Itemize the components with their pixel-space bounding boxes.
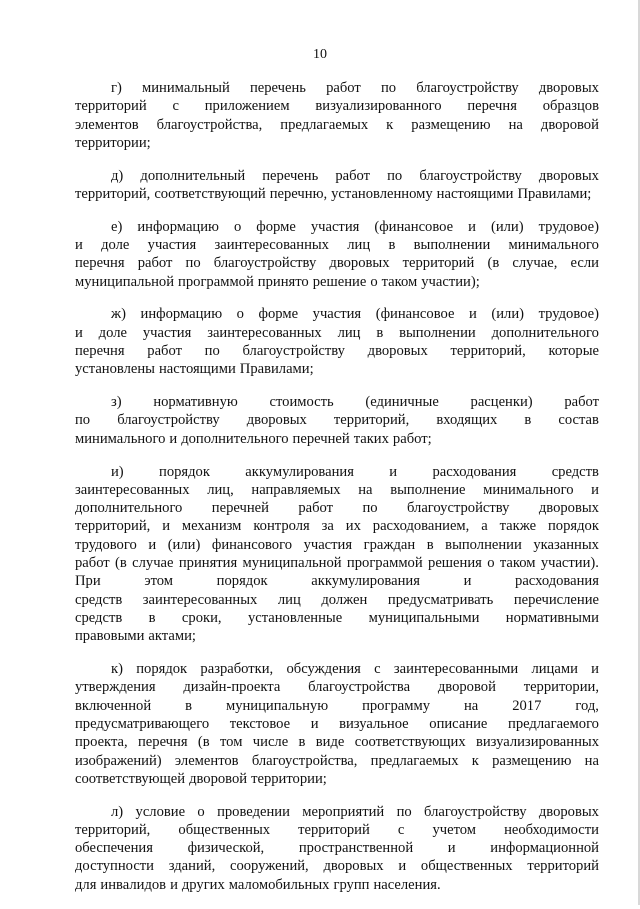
paragraph-k xyxy=(75,660,599,788)
text-line: е) информацию о форме участия (финансовое и (или) трудовое) xyxy=(111,218,599,235)
paragraph-l xyxy=(75,803,599,894)
text-line: утверждения дизайн-проекта благоустройства дворовой территории, xyxy=(75,679,599,696)
text-line: по благоустройству дворовых территорий, входящих в состав xyxy=(75,412,599,429)
paragraph-i xyxy=(75,463,599,646)
text-line: доступности зданий, сооружений, дворовых и общественных территорий xyxy=(75,858,599,875)
text-line: проекта, перечня (в том числе в виде соответствующих визуализированных xyxy=(75,734,599,751)
text-line: муниципальной программой принято решение о таком участии); xyxy=(75,273,480,290)
paragraph-z xyxy=(75,393,599,448)
text-line: территорий, общественных территорий с учетом необходимости xyxy=(75,821,599,838)
text-line: элементов благоустройства, предлагаемых к размещению на дворовой xyxy=(75,116,599,133)
text-line: и) порядок аккумулирования и расходования средств xyxy=(111,463,599,480)
text-line: территории; xyxy=(75,134,151,151)
document-body xyxy=(75,79,599,909)
text-line: к) порядок разработки, обсуждения с заинтересованными лицами и xyxy=(111,661,599,678)
paragraph-zh xyxy=(75,305,599,378)
text-line: перечня работ по благоустройству дворовых территорий, которые xyxy=(75,343,599,360)
text-line: предусматривающего текстовое и визуальное описание предлагаемого xyxy=(75,715,599,732)
paragraph-e xyxy=(75,218,599,291)
text-line: г) минимальный перечень работ по благоустройству дворовых xyxy=(111,80,599,96)
text-line: и доле участия заинтересованных лиц в выполнении минимального xyxy=(75,237,599,254)
text-line: включенной в муниципальную программу на 2017 год, xyxy=(75,697,599,714)
text-line: обеспечения физической, пространственной и информационной xyxy=(75,840,599,857)
text-line: заинтересованных лиц, направляемых на выполнение минимального и xyxy=(75,481,599,498)
text-line: соответствующей дворовой территории; xyxy=(75,770,327,787)
text-line: территорий, и механизм контроля за их расходованием, а также порядок xyxy=(75,518,599,535)
paragraph-d xyxy=(75,167,599,204)
text-line: з) нормативную стоимость (единичные расценки) работ xyxy=(111,394,599,411)
text-line: средств заинтересованных лиц должен предусматривать перечисление xyxy=(75,591,599,608)
text-line: дополнительного перечней работ по благоустройству дворовых xyxy=(75,500,599,517)
text-line: трудового и (или) финансового участия граждан в выполнении указанных xyxy=(75,536,599,553)
text-line: средств в сроки, установленные муниципальными нормативными xyxy=(75,609,599,626)
text-line: минимального и дополнительного перечней таких работ; xyxy=(75,430,432,447)
text-line: и доле участия заинтересованных лиц в выполнении дополнительного xyxy=(75,324,599,341)
text-line: правовыми актами; xyxy=(75,628,196,645)
text-line: ж) информацию о форме участия (финансовое и (или) трудовое) xyxy=(111,306,599,323)
text-line: изображений) элементов благоустройства, предлагаемых к размещению на xyxy=(75,752,599,769)
text-line: перечня работ по благоустройству дворовых территорий (в случае, если xyxy=(75,255,599,272)
text-line: для инвалидов и других маломобильных групп населения. xyxy=(75,876,441,893)
paragraph-g xyxy=(75,79,599,152)
text-line: При этом порядок аккумулирования и расходования xyxy=(75,573,599,590)
text-line: установлены настоящими Правилами; xyxy=(75,361,314,378)
text-line: территорий с приложением визуализированного перечня образцов xyxy=(75,98,599,115)
text-line: д) дополнительный перечень работ по благоустройству дворовых xyxy=(111,167,599,184)
text-line: территорий, соответствующий перечню, установленному настоящими Правилами; xyxy=(75,185,592,202)
page-number: 10 xyxy=(313,47,327,62)
text-line: л) условие о проведении мероприятий по благоустройству дворовых xyxy=(111,803,599,820)
text-line: работ (в случае принятия муниципальной программой решения о таком участии). xyxy=(75,555,599,572)
